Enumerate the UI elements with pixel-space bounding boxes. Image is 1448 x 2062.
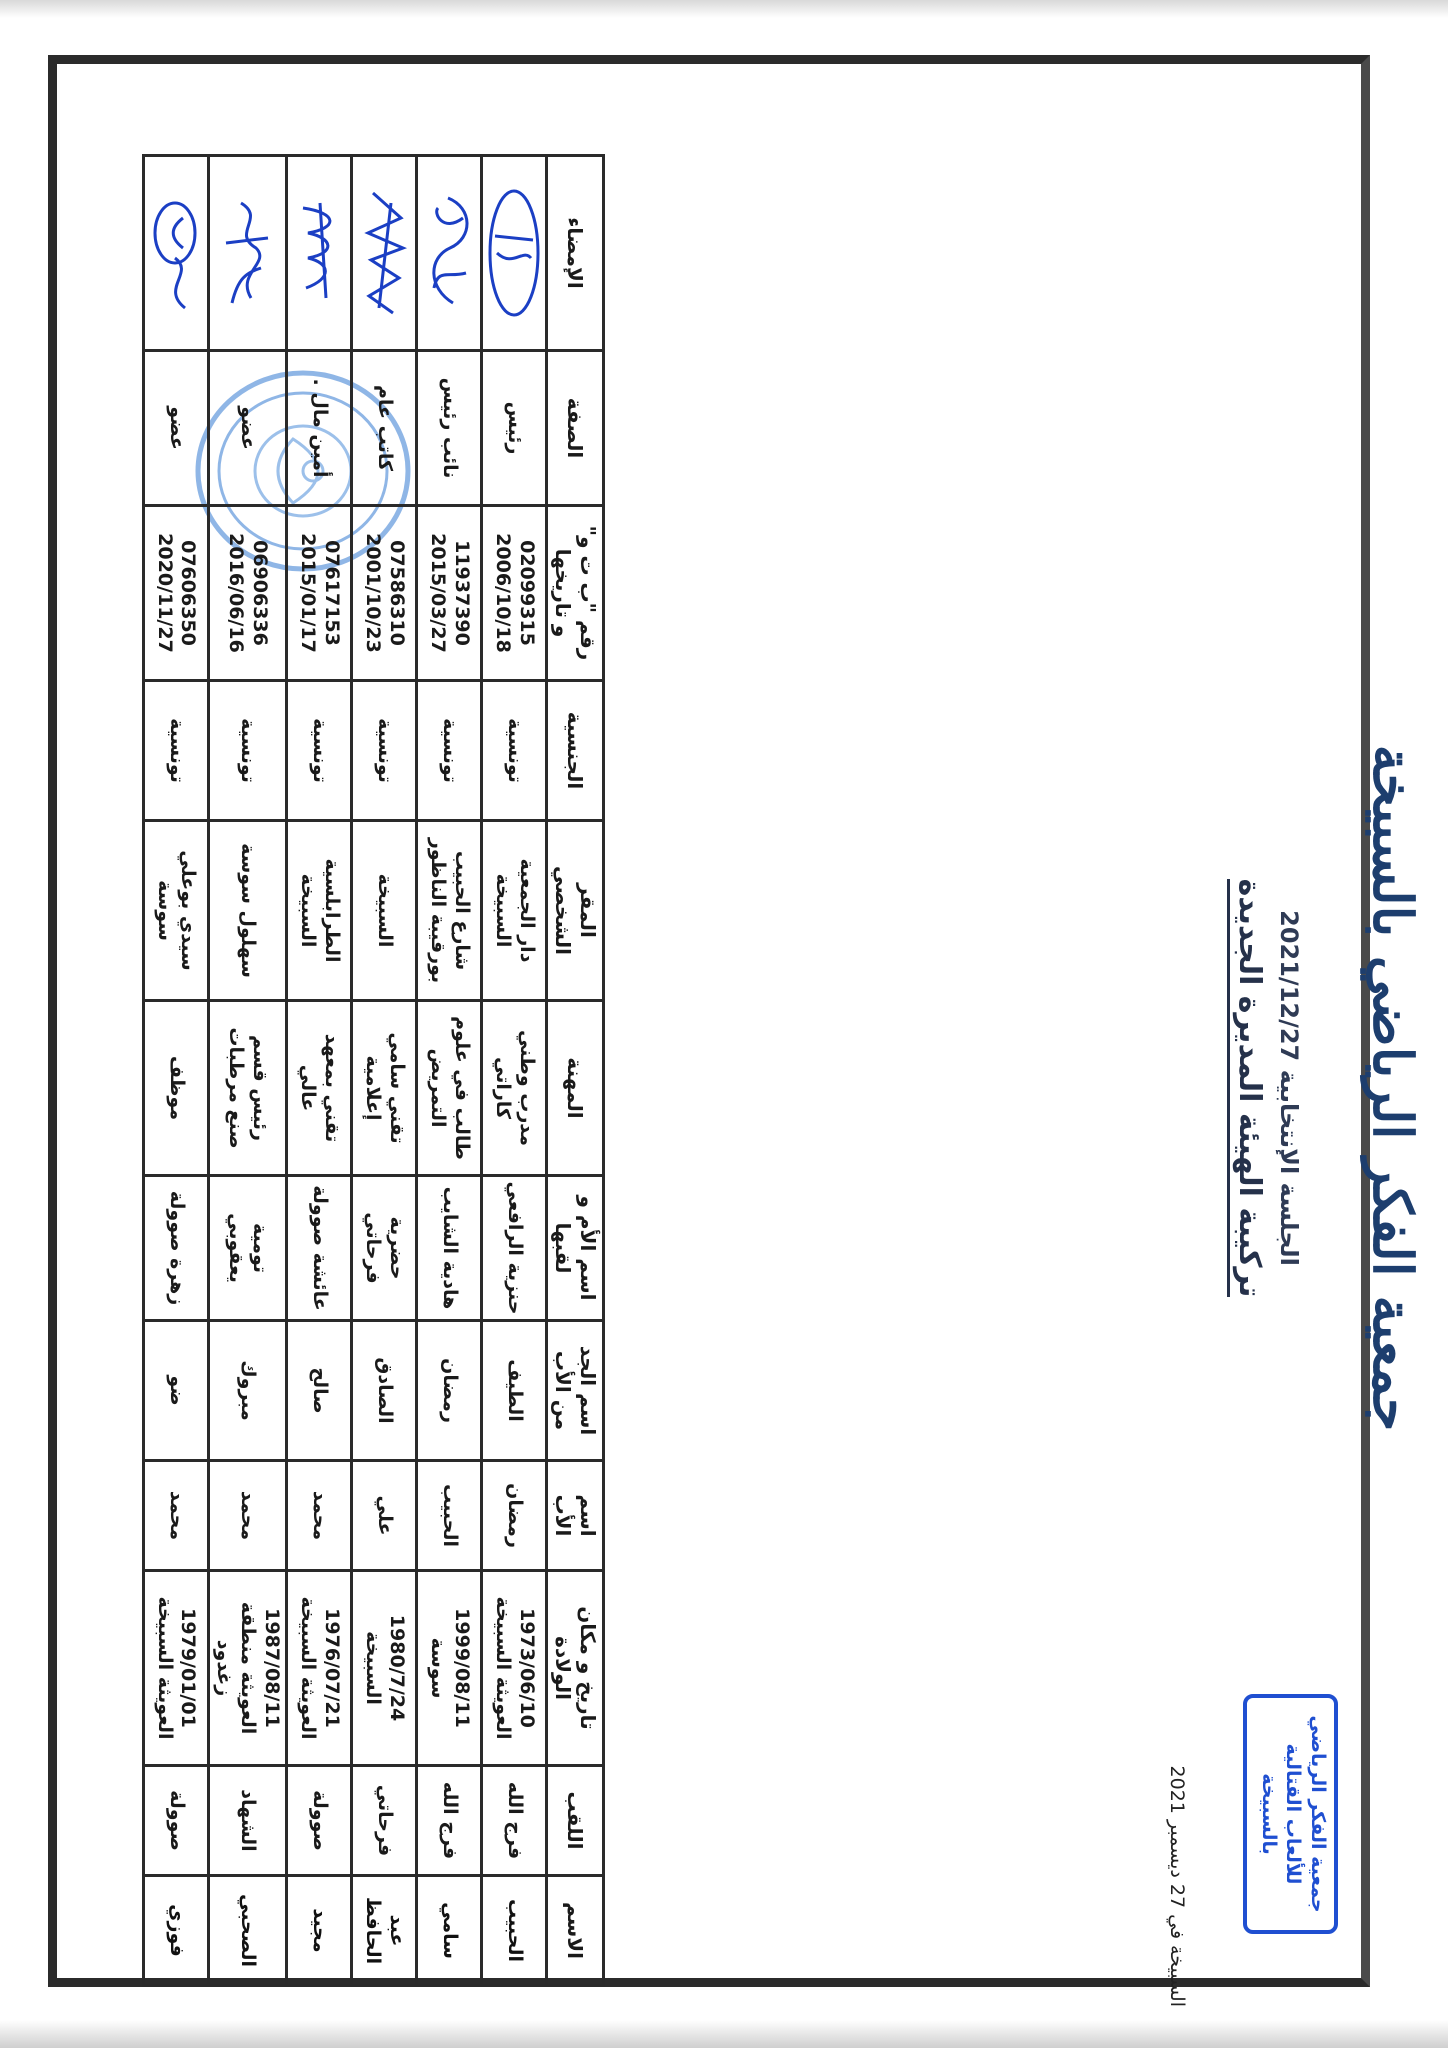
cell-surname: فرحاتي [352,1766,417,1876]
header-mother: اسم الأم و لقبها [547,1176,604,1321]
subtitle-text: تركيبة الهيئة المديرة الجديدة [1227,879,1267,1298]
cell-nationality: تونسية [208,681,286,821]
cell-nationality: تونسية [482,681,547,821]
cell-birth: 1979/01/01 العويثة السبيخة [143,1571,208,1766]
header-name: الاسم [547,1876,604,1986]
cell-address: شارع الحبيب بورقيبة الناظور [417,821,482,1001]
association-title: جمعية الفكر الرياضي بالسبيخة [1361,744,1425,1432]
board-composition-table [142,154,605,1987]
cell-id-number: 07586310 2001/10/23 [352,506,417,681]
cell-name: مجيد [287,1876,352,1986]
cell-nationality: تونسية [352,681,417,821]
cell-signature [482,156,547,351]
cell-mother: هادية الشايب [417,1176,482,1321]
table-row [417,156,482,1986]
table-row [208,156,286,1986]
cell-address: سهلول سوسة [208,821,286,1001]
cell-grandfather: الطيف [482,1321,547,1461]
table-row [352,156,417,1986]
header-role: الصفة [547,351,604,506]
cell-id-number: 02099315 2006/10/18 [482,506,547,681]
table-row [482,156,547,1986]
cell-name: عبد الحافظ [352,1876,417,1986]
cell-role: عضو [143,351,208,506]
stamp-line-3: بالسبيخة [1257,1773,1280,1855]
cell-signature [143,156,208,351]
header-job: المهنة [547,1001,604,1176]
header-grandfather: اسم الجد من الأب [547,1321,604,1461]
cell-signature [287,156,352,351]
cell-mother: زهرة صوولة [143,1176,208,1321]
cell-mother: عائشة صوولة [287,1176,352,1321]
cell-father: محمد [143,1461,208,1571]
cell-job: تقني بمعهد عالي [287,1001,352,1176]
cell-father: رمضان [482,1461,547,1571]
stamp-line-1: جمعية الفكر الرياضي [1307,1715,1329,1913]
cell-job: طالب في علوم التمريض [417,1001,482,1176]
document-frame [48,55,1425,2007]
session-line: الجلسة الإنتخابية 2021/12/27 [1275,910,1303,1266]
cell-id-number: 11937390 2015/03/27 [417,506,482,681]
cell-signature [417,156,482,351]
cell-birth: 1999/08/11 سوسة [417,1571,482,1766]
cell-father: الحبيب [417,1461,482,1571]
cell-address: السبيخة [352,821,417,1001]
cell-name: سامي [417,1876,482,1986]
table-header-row [547,156,604,1986]
cell-grandfather: صالح [287,1321,352,1461]
cell-birth: 1973/06/10 العويثة السبيخة [482,1571,547,1766]
cell-surname: صوولة [287,1766,352,1876]
header-signature: الإمضاء [547,156,604,351]
cell-birth: 1987/08/11 العويثة منطقة زغدود [208,1571,286,1766]
header-birth: تاريخ و مكان الولادة [547,1571,604,1766]
signature-icon [355,178,413,328]
cell-address: سيدي بوعلي سوسة [143,821,208,1001]
cell-name: الحبيب [482,1876,547,1986]
stamp-line-2: للألعاب القتالية [1282,1743,1305,1885]
cell-name: الصحبي [208,1876,286,1986]
signature-icon [290,178,348,328]
cell-id-number: 07617153 2015/01/17 [287,506,352,681]
cell-grandfather: رمضان [417,1321,482,1461]
cell-job: مدرب وطني كاراتي [482,1001,547,1176]
cell-grandfather: الصادق [352,1321,417,1461]
cell-id-number: 07606350 2020/11/27 [143,506,208,681]
cell-mother: حنزية الرافعي [482,1176,547,1321]
cell-grandfather: مبروك [208,1321,286,1461]
signature-icon [147,178,205,328]
cell-surname: فرج الله [417,1766,482,1876]
header-nationality: الجنسية [547,681,604,821]
cell-job: تقني سامي إعلامية [352,1001,417,1176]
cell-surname: فرج الله [482,1766,547,1876]
signature-icon [485,178,543,328]
cell-signature [352,156,417,351]
scan-shadow-top [0,0,1448,18]
cell-job: رئيس قسم صنع مرطبات [208,1001,286,1176]
cell-nationality: تونسية [143,681,208,821]
cell-grandfather: ضو [143,1321,208,1461]
association-stamp [1243,1694,1338,1934]
cell-surname: صوولة [143,1766,208,1876]
cell-father: علي [352,1461,417,1571]
cell-address: الطرابلسية السبيخة [287,821,352,1001]
cell-name: فوزي [143,1876,208,1986]
cell-surname: الشهاد [208,1766,286,1876]
cell-role: نائب رئيس [417,351,482,506]
cell-role: رئيس [482,351,547,506]
signature-icon [218,178,276,328]
table-row [143,156,208,1986]
cell-role: كاتب عام [352,351,417,506]
cell-father: محمد [208,1461,286,1571]
cell-id-number: 06906336 2016/06/16 [208,506,286,681]
cell-role: أمين مال . [287,351,352,506]
rotated-page-content [107,114,1448,2062]
header-surname: اللقب [547,1766,604,1876]
header-address: المقر الشخصي [547,821,604,1001]
cell-signature [208,156,286,351]
scan-shadow-bottom [0,2020,1448,2048]
signature-icon [420,178,478,328]
header-id: رقم "ب ت و" و تاريخها [547,506,604,681]
cell-father: محمد [287,1461,352,1571]
place-date: السبيخة في 27 ديسمبر 2021 [1166,1765,1188,2007]
cell-birth: 1976/07/21 العويثة السبيخة [287,1571,352,1766]
header-father: اسم الأب [547,1461,604,1571]
cell-nationality: تونسية [417,681,482,821]
cell-address: دار الجمعية السبيخة [482,821,547,1001]
table-row [287,156,352,1986]
cell-job: موظف [143,1001,208,1176]
cell-mother: تومية يعقوبي [208,1176,286,1321]
cell-nationality: تونسية [287,681,352,821]
cell-role: عضو [208,351,286,506]
cell-birth: 1980/7/24 السبيخة [352,1571,417,1766]
cell-mother: حضرية فرحاتي [352,1176,417,1321]
